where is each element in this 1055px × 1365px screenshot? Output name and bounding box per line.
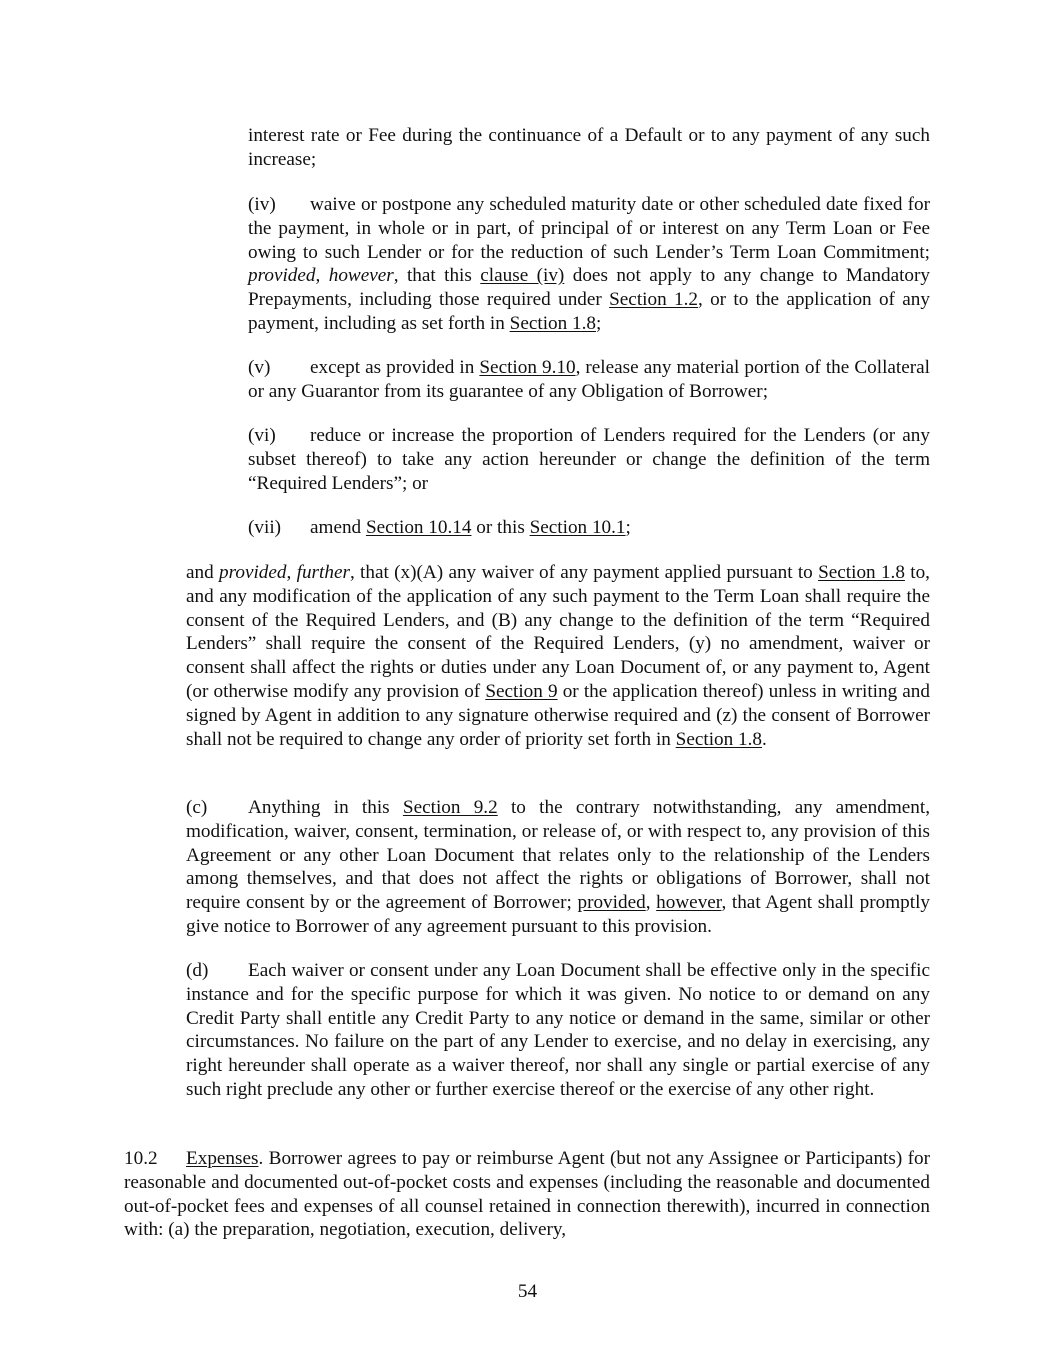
clause-number: (v) bbox=[248, 357, 271, 378]
clause-number: (d) bbox=[186, 960, 209, 981]
clause-number: (vii) bbox=[248, 517, 282, 538]
term-provided: provided bbox=[577, 892, 646, 914]
cross-reference-link[interactable]: Section 1.8 bbox=[818, 562, 905, 583]
cross-reference-link[interactable]: Section 9.2 bbox=[402, 797, 498, 818]
cross-reference-link[interactable]: Section 9.10 bbox=[479, 357, 576, 378]
clause-v: (v) except as provided in Section 9.10, release any material portion of the Collateral or any Guarantor from its guarantee of any Obligation of Borrower; bbox=[248, 357, 930, 402]
proviso-paragraph: and provided, further, that (x)(A) any waiver of any payment applied pursuant to Section 1.8 to, and any modification of the application of any such payment to the Term Loan shall require the consent of the Required Lenders, and (B) any change to the definition of the term “Required Lenders” shall require the consent of the Required Lenders, (y) no amendment, waiver or consent shall affect the rights or duties under any Loan Document of, or any payment to, Agent (or otherwise modify any provision of Section 9 or the application thereof) unless in writing and signed by Agent in addition to any signature otherwise required and (z) the consent of Borrower shall not be required to change any order of priority set forth in Section 1.8. bbox=[186, 562, 930, 750]
cross-reference-link[interactable]: Section 10.1 bbox=[529, 517, 626, 538]
clause-number: (c) bbox=[186, 797, 208, 818]
clause-iv: (iv) waive or postpone any scheduled maturity date or other scheduled date fixed for the payment, in whole or in part, of principal of or interest on any Term Loan or Fee owing to such Lender or for the reduction of such Lender’s Term Loan Commitment; provided, however, that this clause (iv) does not apply to any change to Mandatory Prepayments, including those required under Section 1.2, or to the application of any payment, including as set forth in Section 1.8; bbox=[248, 194, 931, 334]
clause-vi: (vi) reduce or increase the proportion of Lenders required for the Lenders (or any subset thereof) to take any action hereunder or change the definition of the term “Required Lenders”; or bbox=[248, 425, 930, 494]
clause-number: (vi) bbox=[248, 425, 276, 446]
clause-vii: (vii) amend Section 10.14 or this Section 10.1; bbox=[248, 517, 631, 538]
cross-reference-link[interactable]: Section 1.8 bbox=[509, 312, 596, 334]
cross-reference-link[interactable]: clause (iv) bbox=[480, 265, 565, 287]
paragraph-text: interest rate or Fee during the continuance of a Default or to any payment of any such increase; bbox=[248, 125, 930, 170]
term-however: however bbox=[656, 892, 722, 914]
section-10-2: 10.2 Expenses. Borrower agrees to pay or reimburse Agent (but not any Assignee or Participants) for reasonable and documented out-of-pocket costs and expenses (including the reasonable and documented out-of-pocket fees and expenses of all counsel retained in connection therewith), incurred in connection with: (a) the preparation, negotiation, execution, delivery, bbox=[124, 1148, 930, 1241]
clause-number: (iv) bbox=[248, 194, 276, 215]
term-provided: provided bbox=[248, 265, 316, 287]
term-further: further bbox=[296, 562, 350, 583]
clause-c: (c) Anything in this Section 9.2 to the contrary notwithstanding, any amendment, modification, waiver, consent, termination, or release of, or with respect to, any provision of this Agreement or any other Loan Document that relates only to the relationship of the Lenders among themselves, and that does not affect the rights or obligations of Borrower, shall not require consent by or the agreement of Borrower; provided, however, that Agent shall promptly give notice to Borrower of any agreement pursuant to this provision. bbox=[186, 797, 931, 937]
paragraph-continuation bbox=[248, 124, 930, 172]
page-number: 54 bbox=[517, 1281, 538, 1302]
section-heading: Expenses bbox=[186, 1148, 259, 1169]
cross-reference-link[interactable]: Section 1.8 bbox=[675, 728, 763, 750]
cross-reference-link[interactable]: Section 9 bbox=[485, 680, 558, 702]
cross-reference-link[interactable]: Section 1.2 bbox=[609, 289, 698, 311]
term-provided: provided bbox=[219, 562, 287, 583]
section-number: 10.2 bbox=[124, 1148, 158, 1169]
cross-reference-link[interactable]: Section 10.14 bbox=[365, 517, 472, 538]
term-however: however bbox=[328, 265, 394, 287]
clause-d: (d) Each waiver or consent under any Loan Document shall be effective only in the specific instance and for the specific purpose for which it was given. No notice to or demand on any Credit Party shall entitle any Credit Party to any notice or demand in the same, similar or other circumstances. No failure on the part of any Lender to exercise, and no delay in exercising, any right hereunder shall operate as a waiver thereof, nor shall any single or partial exercise of any such right preclude any other or further exercise thereof or the exercise of any other right. bbox=[186, 960, 930, 1100]
